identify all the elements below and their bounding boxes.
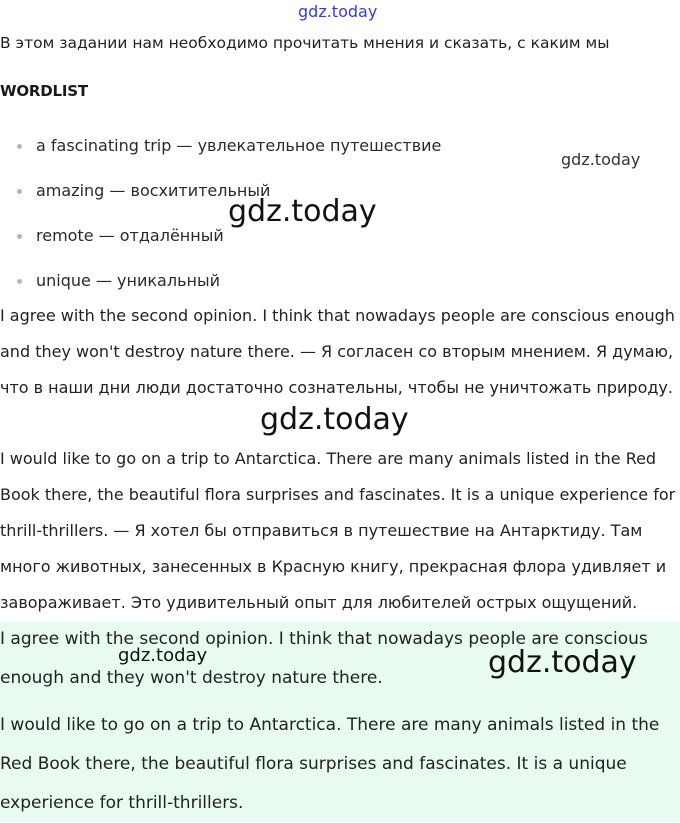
- watermark: gdz.today: [118, 645, 208, 666]
- bullet-icon: [17, 279, 22, 284]
- intro-text: В этом задании нам необходимо прочитать мнения и сказать, с каким мы: [0, 34, 610, 52]
- wordlist-item: [0, 126, 441, 171]
- answer-paragraph: I would like to go on a trip to Antarctica. There are many animals listed in the Red Book there, the beautiful flora surprises and fascinates. It is a unique experience for thrill-thrillers.: [0, 715, 660, 813]
- wordlist-item-text: a fascinating trip — увлекательное путешествие: [36, 136, 442, 155]
- bullet-icon: [17, 144, 22, 149]
- bullet-icon: [17, 234, 22, 239]
- wordlist-item-text: amazing — восхитительный: [36, 181, 271, 200]
- wordlist-title: WORDLIST: [0, 82, 88, 100]
- watermark: gdz.today: [228, 194, 377, 229]
- wordlist-item-text: unique — уникальный: [36, 271, 220, 290]
- watermark: gdz.today: [260, 402, 409, 437]
- bullet-icon: [17, 189, 22, 194]
- answer-paragraph: I agree with the second opinion. I think that nowadays people are conscious enough and they won't destroy nature there.: [0, 629, 648, 688]
- watermark: gdz.today: [561, 150, 641, 169]
- wordlist-item-text: remote — отдалённый: [36, 226, 224, 245]
- opinion-paragraph: I agree with the second opinion. I think that nowadays people are conscious enough and they won't destroy nature there. — Я согласен со вторым мнением. Я думаю, что в наши дни люди достаточно сознательны, чтобы не уничтожать природу.: [0, 306, 675, 397]
- watermark: gdz.today: [488, 645, 637, 680]
- trip-paragraph: I would like to go on a trip to Antarctica. There are many animals listed in the Red Book there, the beautiful flora surprises and fascinates. It is a unique experience for thrill-thrillers. — Я хотел бы отправиться в путешествие на Антарктиду. Там много животных, занесенных в Красную книгу, прекрасная флора удивляет и завораживает. Это удивительный опыт для любителей острых ощущений.: [0, 449, 676, 612]
- watermark-top: gdz.today: [298, 2, 378, 21]
